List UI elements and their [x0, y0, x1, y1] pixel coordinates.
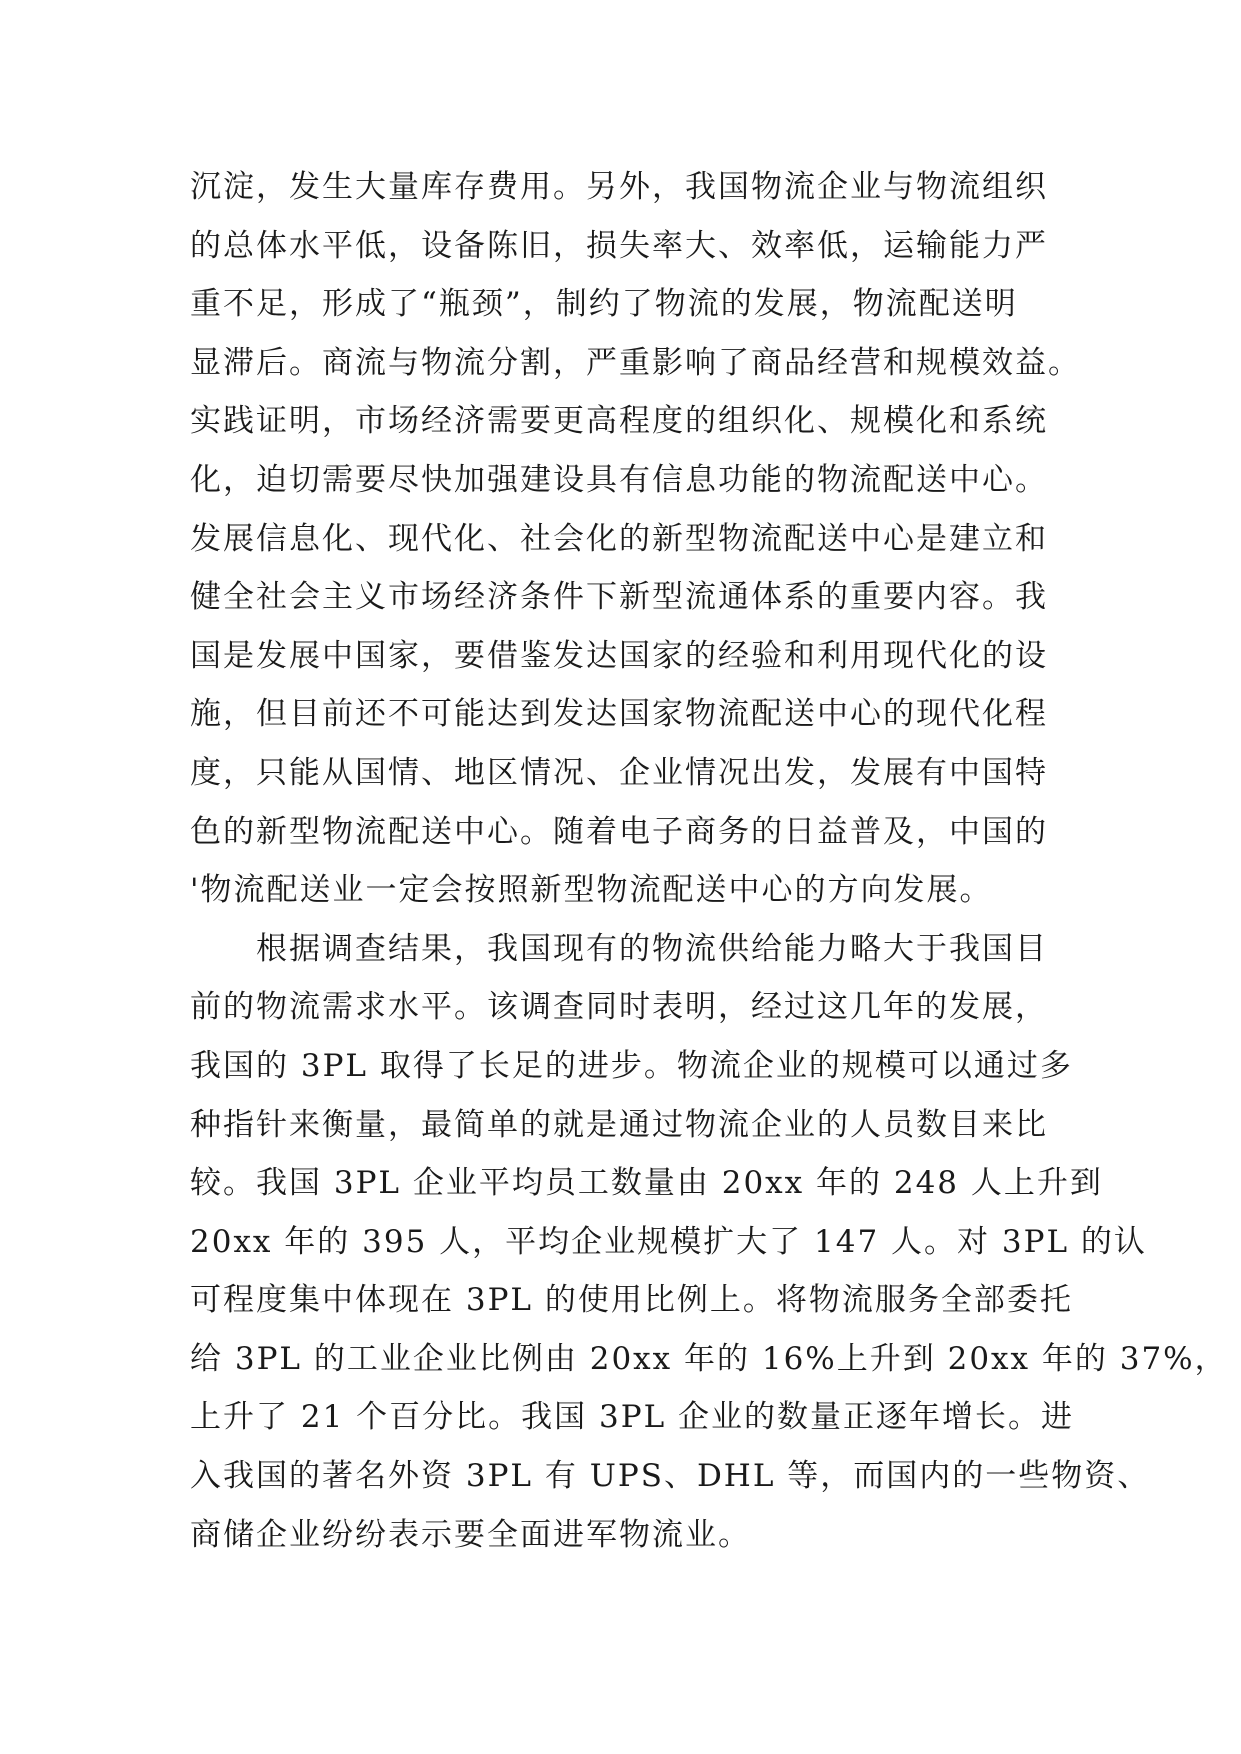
text-line: 商储企业纷纷表示要全面进军物流业。	[190, 1516, 751, 1553]
text-line: '物流配送业一定会按照新型物流配送中心的方向发展。	[190, 872, 993, 909]
document-body	[190, 158, 1228, 1564]
text-line: 健全社会主义市场经济条件下新型流通体系的重要内容。我	[190, 579, 1048, 616]
text-line: 种指针来衡量，最简单的就是通过物流企业的人员数目来比	[190, 1106, 1048, 1143]
text-line: 可程度集中体现在 3PL 的使用比例上。将物流服务全部委托	[190, 1282, 1073, 1319]
text-line: 较。我国 3PL 企业平均员工数量由 20xx 年的 248 人上升到	[190, 1165, 1103, 1202]
text-line: 的总体水平低，设备陈旧，损失率大、效率低，运输能力严	[190, 227, 1048, 264]
text-line: 实践证明，市场经济需要更高程度的组织化、规模化和系统	[190, 403, 1048, 440]
text-line: 根据调查结果，我国现有的物流供给能力略大于我国目	[190, 930, 1048, 967]
paragraph-1	[190, 158, 1081, 920]
text-line: 前的物流需求水平。该调查同时表明，经过这几年的发展，	[190, 989, 1048, 1026]
text-line: 重不足，形成了“瓶颈”，制约了物流的发展，物流配送明	[190, 286, 1018, 323]
text-line: 化，迫切需要尽快加强建设具有信息功能的物流配送中心。	[190, 461, 1048, 498]
text-line: 给 3PL 的工业企业比例由 20xx 年的 16%上升到 20xx 年的 37%，	[190, 1340, 1228, 1377]
paragraph-2	[190, 920, 1228, 1565]
text-line: 发展信息化、现代化、社会化的新型物流配送中心是建立和	[190, 520, 1048, 557]
text-line: 我国的 3PL 取得了长足的进步。物流企业的规模可以通过多	[190, 1047, 1073, 1084]
text-line: 施，但目前还不可能达到发达国家物流配送中心的现代化程	[190, 696, 1048, 733]
text-line: 度，只能从国情、地区情况、企业情况出发，发展有中国特	[190, 754, 1048, 791]
text-line: 入我国的著名外资 3PL 有 UPS、DHL 等，而国内的一些物资、	[190, 1458, 1151, 1495]
text-line: 上升了 21 个百分比。我国 3PL 企业的数量正逐年增长。进	[190, 1399, 1075, 1436]
text-line: 国是发展中国家，要借鉴发达国家的经验和利用现代化的设	[190, 637, 1048, 674]
text-line: 沉淀，发生大量库存费用。另外，我国物流企业与物流组织	[190, 169, 1048, 205]
text-line: 显滞后。商流与物流分割，严重影响了商品经营和规模效益。	[190, 344, 1081, 381]
text-line: 20xx 年的 395 人，平均企业规模扩大了 147 人。对 3PL 的认	[190, 1223, 1147, 1260]
text-line: 色的新型物流配送中心。随着电子商务的日益普及，中国的	[190, 813, 1048, 850]
